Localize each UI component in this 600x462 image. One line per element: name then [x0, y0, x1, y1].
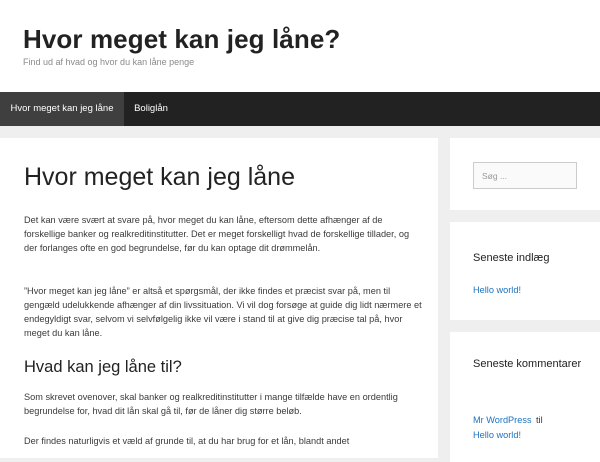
nav-item-hvor-meget-kan-jeg-laane[interactable]: Hvor meget kan jeg låne: [0, 92, 124, 126]
main-content: [0, 138, 438, 458]
article-paragraph: ”Hvor meget kan jeg låne” er altså et spørgsmål, der ikke findes et præcist svar på, men til gengæld udelukkende afhænger af din livssituation. Vi vil dog forsøge at guide dig lidt nærmere et endegyldigt svar, selvom vi selvfølgelig ikke vil være i stand til at give dig præcise tal på, hvor meget du kan låne.: [24, 286, 422, 338]
recent-post-link[interactable]: Hello world!: [473, 285, 521, 295]
recent-comments-widget: [450, 332, 600, 462]
recent-comment-entry: [473, 412, 543, 442]
search-widget: [450, 138, 600, 210]
comment-author-link[interactable]: Mr WordPress: [473, 415, 532, 425]
recent-posts-widget: [450, 222, 600, 320]
recent-comments-title: Seneste kommentarer: [473, 358, 582, 370]
site-tagline: Find ud af hvad og hvor du kan låne penge: [23, 57, 195, 67]
recent-posts-title: Seneste indlæg: [473, 252, 550, 264]
comment-post-link[interactable]: Hello world!: [473, 430, 521, 440]
nav-item-boliglaan[interactable]: Boliglån: [134, 103, 168, 114]
article-paragraph: Som skrevet ovenover, skal banker og realkreditinstitutter i mange tilfælde have en ordentlig begrundelse for, hvad dit lån skal gå til, før de låner dig større beløb.: [24, 392, 398, 416]
search-input[interactable]: [473, 162, 577, 189]
entry-title: Hvor meget kan jeg låne: [24, 163, 295, 191]
article-paragraph: Der findes naturligvis et væld af grunde til, at du har brug for et lån, blandt andet: [24, 436, 350, 446]
article-subheading: Hvad kan jeg låne til?: [24, 358, 182, 376]
site-header: [0, 0, 600, 92]
comment-connector-text: til: [536, 415, 543, 425]
article-paragraph: Det kan være svært at svare på, hvor meget du kan låne, eftersom dette afhænger af de forskellige banker og realkreditinstitutter. Det er meget forskelligt hvad de forskellige tillader, og der forlanges ofte en god begrundelse, før du kan optage dit drømmelån.: [24, 215, 410, 253]
site-title[interactable]: Hvor meget kan jeg låne?: [23, 24, 341, 54]
main-navigation: [0, 92, 600, 126]
